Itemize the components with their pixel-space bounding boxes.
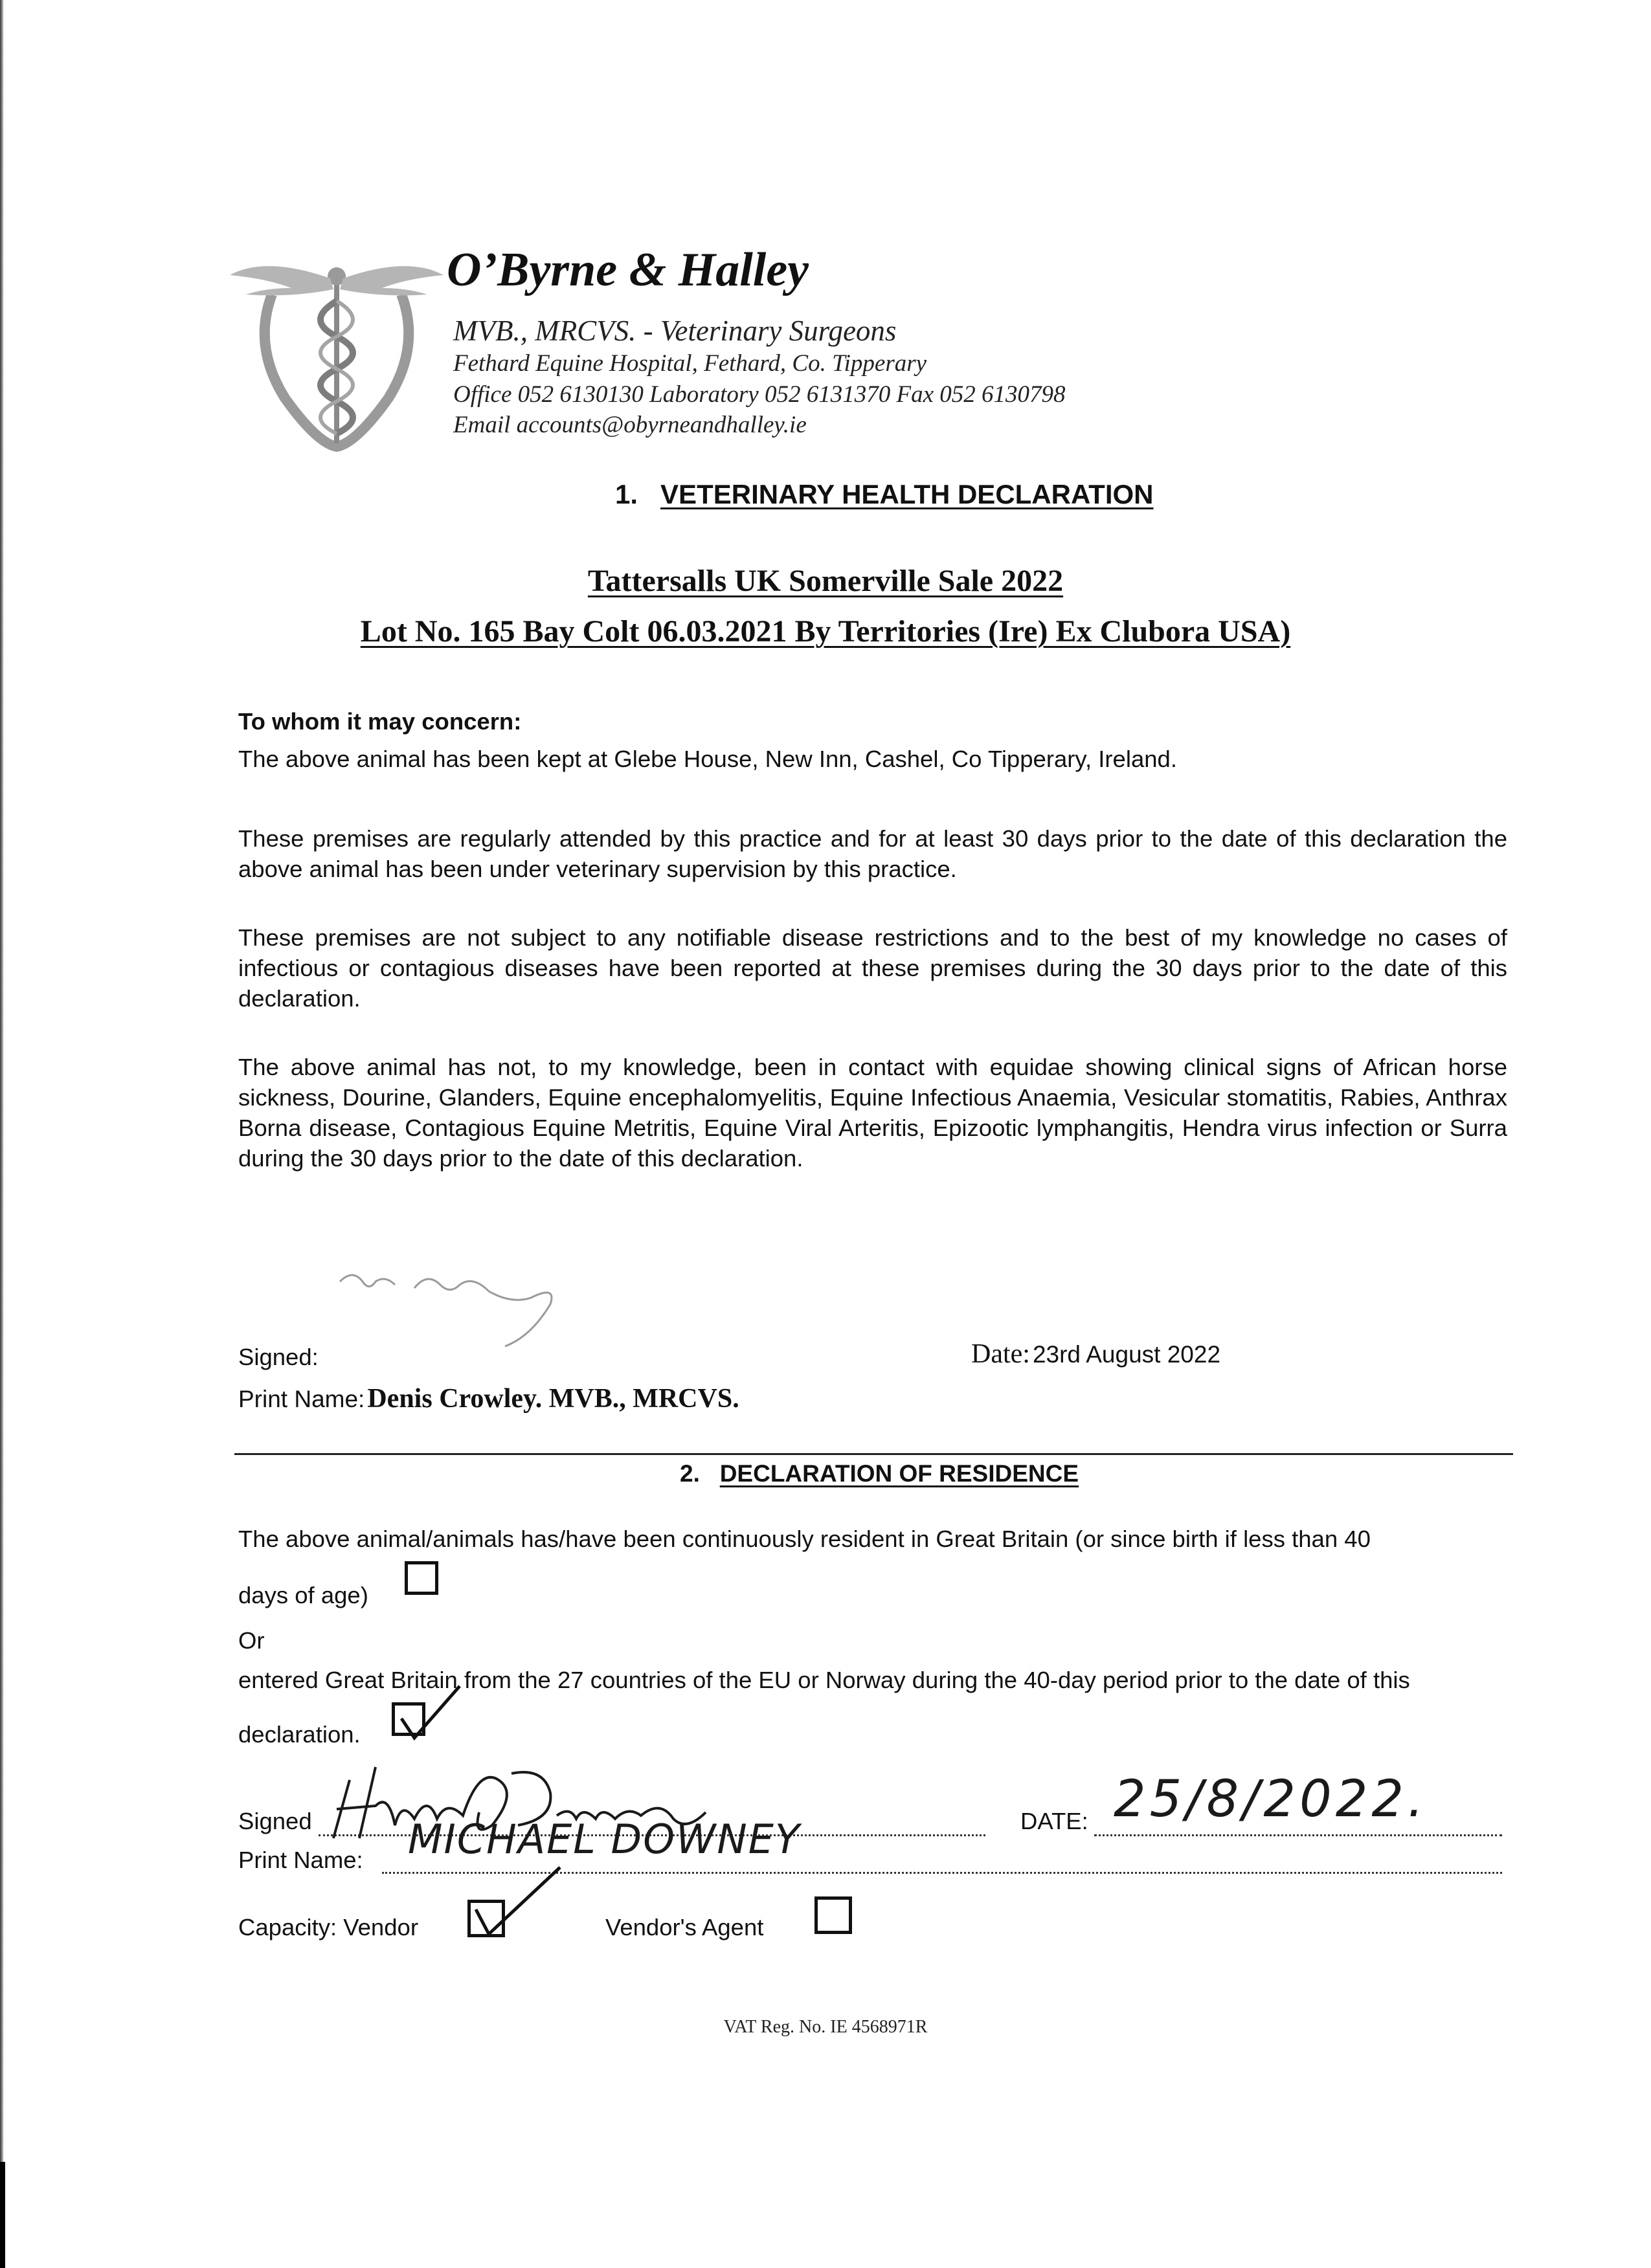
vendor-print-name-label: Print Name:: [238, 1847, 363, 1873]
vendor-signed-label: Signed: [238, 1808, 312, 1834]
section1-title: VETERINARY HEALTH DECLARATION: [660, 479, 1154, 509]
residence-option2-text-end: declaration.: [238, 1721, 361, 1748]
vendor-handwritten-print-name: MICHAEL DOWNEY: [408, 1816, 801, 1863]
firm-qualifications: MVB., MRCVS. - Veterinary Surgeons: [453, 315, 897, 347]
section2-title: DECLARATION OF RESIDENCE: [719, 1460, 1079, 1487]
section2-number: 2.: [680, 1460, 700, 1487]
firm-address: Fethard Equine Hospital, Fethard, Co. Tipperary: [453, 350, 927, 377]
vet-date-label: Date:: [971, 1339, 1030, 1369]
lot-line: Lot No. 165 Bay Colt 06.03.2021 By Territories (Ire) Ex Clubora USA): [360, 614, 1291, 649]
paragraph-no-disease: These premises are not subject to any notifiable disease restrictions and to the best of my knowledge no cases of infectious or contagious diseases have been reported at these premises during the 30 days prior to the date of this declaration.: [238, 924, 1507, 1012]
scan-edge: [0, 0, 4, 2268]
section2-heading: [680, 1460, 1079, 1487]
paragraph-no-contact: The above animal has not, to my knowledge, been in contact with equidae showing clinical signs of African horse sickness, Dourine, Glanders, Equine encephalomyelitis, Equine Infectious Anaemia, Vesicular stomatitis, Rabies, Anthrax Borna disease, Contagious Equine Metritis, Equine Viral Arteritis, Epizootic lymphangitis, Hendra virus infection or Surra during the 30 days prior to the date of this declaration.: [238, 1054, 1507, 1172]
vet-signed-label: Signed:: [238, 1344, 319, 1370]
firm-name: O’Byrne & Halley: [447, 243, 809, 296]
residence-option2-text: entered Great Britain from the 27 countries of the EU or Norway during the 40-day period prior to the date of this: [238, 1667, 1410, 1693]
scan-edge-mark: [0, 2162, 5, 2268]
residence-option1-text-end: days of age): [238, 1582, 368, 1608]
vet-date-value: 23rd August 2022: [1032, 1341, 1221, 1368]
vet-print-name-label: Print Name:: [238, 1386, 365, 1412]
vendors-agent-checkbox[interactable]: [814, 1896, 852, 1934]
section1-number: 1.: [615, 479, 638, 509]
or-label: Or: [238, 1627, 265, 1654]
firm-email: Email accounts@obyrneandhalley.ie: [453, 412, 807, 438]
vat-registration: VAT Reg. No. IE 4568971R: [723, 2017, 928, 2037]
paragraph-supervision: These premises are regularly attended by this practice and for at least 30 days prior to the date of this declaration the above animal has been under veterinary supervision by this practice.: [238, 825, 1507, 882]
vet-signature: [337, 1265, 570, 1353]
option1-checkbox[interactable]: [405, 1561, 438, 1595]
vet-print-name: [238, 1383, 739, 1414]
vendor-date-label: DATE:: [1020, 1808, 1088, 1834]
sale-title: Tattersalls UK Somerville Sale 2022: [587, 564, 1064, 598]
caduceus-logo: [227, 249, 447, 453]
capacity-vendor-label: Capacity: Vendor: [238, 1914, 418, 1940]
salutation: To whom it may concern:: [238, 708, 522, 735]
vendors-agent-label: Vendor's Agent: [605, 1914, 764, 1940]
vendor-handwritten-date: 25/8/2022.: [1114, 1770, 1428, 1829]
option2-check-mark-icon: [395, 1683, 466, 1744]
firm-phones: Office 052 6130130 Laboratory 052 6131370 Fax 052 6130798: [453, 381, 1066, 408]
residence-option1-text: The above animal/animals has/have been continuously resident in Great Britain (or since birth if less than 40: [238, 1526, 1371, 1552]
section-divider: [234, 1453, 1513, 1455]
vendor-check-mark-icon: [469, 1864, 567, 1942]
section1-heading: [615, 479, 1154, 510]
paragraph-kept-at: The above animal has been kept at Glebe House, New Inn, Cashel, Co Tipperary, Ireland.: [238, 746, 1178, 772]
vet-date: [971, 1339, 1220, 1370]
vet-print-name-value: Denis Crowley. MVB., MRCVS.: [367, 1384, 739, 1414]
